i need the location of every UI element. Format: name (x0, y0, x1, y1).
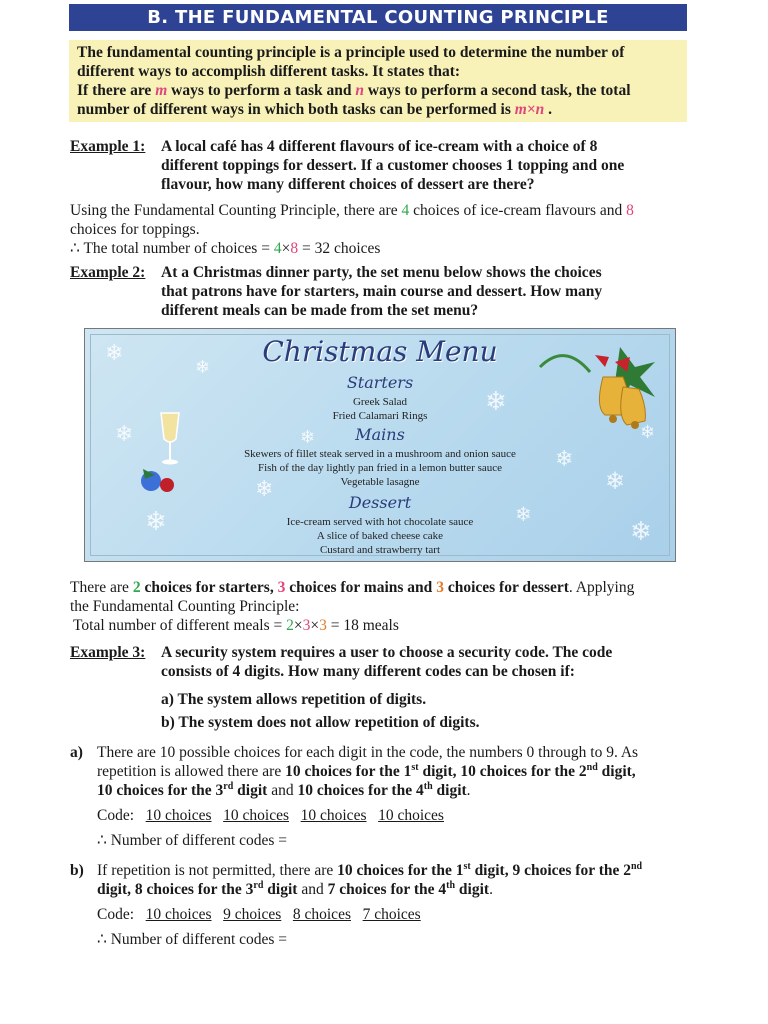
menu-title: Christmas Menu (262, 335, 498, 368)
example-1-label: Example 1: (70, 138, 146, 155)
example-2-label: Example 2: (70, 264, 146, 281)
intro-line: different ways to accomplish different tasks. It states that: (77, 63, 461, 80)
answer-b-label: b) (70, 862, 84, 879)
menu-item: Fish of the day lightly pan fried in a lemon butter sauce (257, 462, 503, 474)
menu-item: Ice-cream served with hot chocolate sauce (286, 516, 474, 528)
snowflake-icon: ❄ (105, 341, 124, 366)
menu-mains-heading: Mains (355, 425, 405, 444)
code-row-a (97, 806, 692, 825)
snowflake-icon: ❄ (145, 507, 167, 537)
code-label: Code: (97, 906, 135, 923)
example-2-question: At a Christmas dinner party, the set menu below shows the choices that patrons have for starters, main course and dessert. How many different meals can be made from the set menu? (161, 264, 603, 319)
codes-result-a: ∴ Number of different codes = (97, 832, 288, 849)
m-times-n: m×n (514, 101, 545, 118)
n-variable: n (355, 82, 365, 99)
snowflake-icon: ❄ (300, 427, 316, 448)
answer-a-text: There are 10 possible choices for each digit in the code, the numbers 0 through to 9. As repetition is allowed there are 10 choices for the 1st digit, 10 choices for the 2nd digit, 10 choices for the 3rd digit and 10 choices for the 4th digit. (97, 744, 639, 799)
snowflake-icon: ❄ (485, 387, 507, 417)
code-slot: 10 choices (223, 807, 289, 824)
snowflake-icon: ❄ (555, 447, 574, 472)
menu-dessert-heading: Dessert (348, 493, 412, 512)
snowflake-icon: ❄ (255, 477, 274, 502)
intro-line: number of different ways in which both tasks can be performed is m×n . (77, 101, 553, 118)
menu-item: Custard and strawberry tart (319, 544, 441, 556)
menu-item: Skewers of fillet steak served in a mushroom and onion sauce (244, 448, 516, 460)
snowflake-icon: ❄ (515, 502, 532, 526)
example-3-part-a: a) The system allows repetition of digits. (161, 691, 427, 708)
intro-line: If there are m ways to perform a task and n ways to perform a second task, the total (77, 82, 631, 99)
example-3-part-b: b) The system does not allow repetition of digits. (161, 714, 480, 731)
code-slot: 10 choices (145, 906, 212, 923)
menu-item: Greek Salad (352, 396, 408, 408)
snowflake-icon: ❄ (605, 467, 626, 495)
code-slot: 9 choices (223, 906, 282, 923)
code-label: Code: (97, 807, 135, 824)
example-3-label: Example 3: (70, 644, 146, 661)
christmas-menu-image (84, 328, 676, 562)
code-slot: 10 choices (378, 807, 444, 824)
intro-line: The fundamental counting principle is a principle used to determine the number of (77, 44, 625, 61)
menu-item: A slice of baked cheese cake (316, 530, 444, 542)
snowflake-icon: ❄ (195, 357, 211, 378)
example-1-question: A local café has 4 different flavours of ice-cream with a choice of 8 different toppings for dessert. If a customer chooses 1 topping and one flavour, how many different choices of dessert are there? (161, 138, 625, 193)
example-2-solution: There are 2 choices for starters, 3 choices for mains and 3 choices for dessert. Applying the Fundamental Counting Principle: Total number of different meals = 2×3×3 = 18 meals (70, 579, 635, 634)
code-slot: 8 choices (292, 906, 351, 923)
menu-item: Fried Calamari Rings (332, 410, 428, 422)
menu-item: Vegetable lasagne (340, 476, 420, 488)
example-3-question: A security system requires a user to choose a security code. The code consists of 4 digits. How many different codes can be chosen if: (161, 644, 613, 680)
section-title: B. THE FUNDAMENTAL COUNTING PRINCIPLE (69, 4, 687, 31)
m-variable: m (155, 82, 168, 99)
snowflake-icon: ❄ (115, 422, 134, 447)
menu-starters-heading: Starters (346, 373, 414, 392)
code-slot: 10 choices (300, 807, 367, 824)
code-row-b (97, 905, 692, 924)
code-slot: 7 choices (362, 906, 421, 923)
snowflake-icon: ❄ (640, 422, 656, 443)
example-1-solution: Using the Fundamental Counting Principle, there are 4 choices of ice-cream flavours and 8 choices for toppings. ∴ The total number of choices = 4×8 = 32 choices (70, 202, 634, 257)
codes-result-b: ∴ Number of different codes = (97, 931, 288, 948)
snowflake-icon: ❄ (630, 517, 652, 547)
answer-b-text: If repetition is not permitted, there are 10 choices for the 1st digit, 9 choices for the 2nd digit, 8 choices for the 3rd digit and 7 choices for the 4th digit. (97, 860, 643, 898)
principle-box (69, 40, 687, 122)
answer-a-label: a) (70, 744, 83, 761)
code-slot: 10 choices (145, 807, 212, 824)
